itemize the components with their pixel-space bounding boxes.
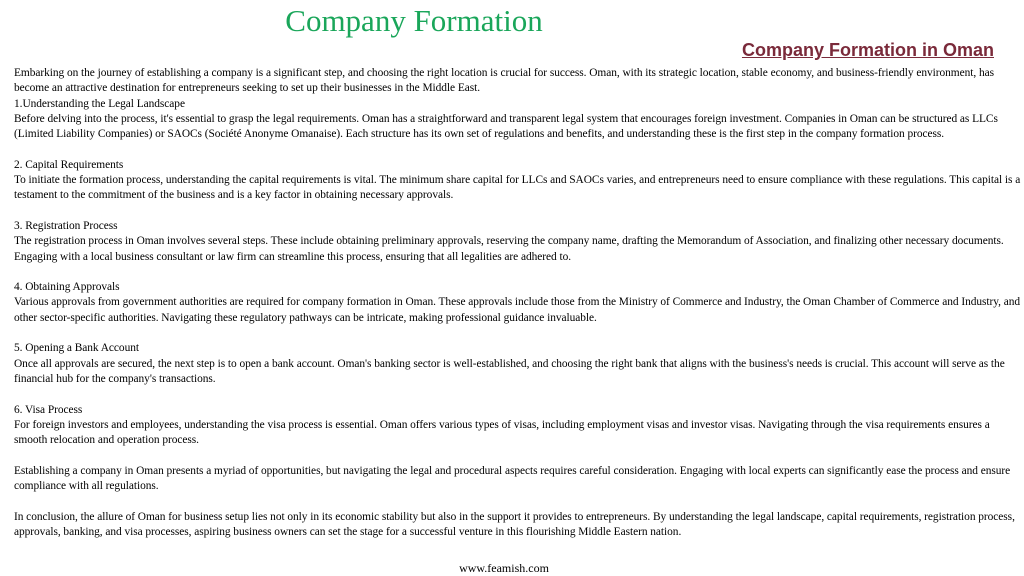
section-text-legal: Before delving into the process, it's essential to grasp the legal requirements. Oman has a straightforward and transparent legal system that encourages foreign investment. Companies in Oman can be structured as LLCs (Limited Liability Companies) or SAOCs (Société Anonyme Omanaise). Each structure has its own set of regulations and benefits, and understanding these is the first step in the company formation process. bbox=[14, 112, 998, 141]
section-text-visa: For foreign investors and employees, understanding the visa process is essential. Oman offers various types of visas, including employment visas and investor visas. Navigating through the visa requirements ensures a smooth relocation and operation process. bbox=[14, 418, 990, 447]
spacer bbox=[14, 204, 1022, 219]
spacer bbox=[14, 326, 1022, 341]
spacer bbox=[14, 494, 1022, 509]
spacer bbox=[14, 448, 1022, 463]
section-heading-capital: 2. Capital Requirements bbox=[14, 158, 124, 171]
section-text-approvals: Various approvals from government authorities are required for company formation in Oman. These approvals include those from the Ministry of Commerce and Industry, the Oman Chamber of Commerce and Industry, and other sector-specific authorities. Navigating these regulatory pathways can be intricate, making professional guidance invaluable. bbox=[14, 296, 1021, 324]
section-heading-visa: 6. Visa Process bbox=[14, 403, 83, 416]
closing-paragraph-2: In conclusion, the allure of Oman for business setup lies not only in its economic stability but also in the support it provides to entrepreneurs. By understanding the legal landscape, capital requirements, registration process, approvals, banking, and visa processes, aspiring business owners can set the stage for a successful venture in this flourishing Middle Eastern nation. bbox=[14, 510, 1015, 538]
section-text-registration: The registration process in Oman involves several steps. These include obtaining preliminary approvals, reserving the company name, drafting the Memorandum of Association, and finalizing other necessary documents. Engaging with a local business consultant or law firm can streamline this process, ensuring that all legalities are adhered to. bbox=[14, 235, 1004, 263]
page-title: Company Formation bbox=[285, 3, 543, 38]
closing-paragraph-1: Establishing a company in Oman presents a myriad of opportunities, but navigating the legal and procedural aspects requires careful consideration. Engaging with local experts can significantly ease the process and ensure compliance with all regulations. bbox=[14, 464, 1011, 493]
spacer bbox=[14, 142, 1022, 157]
section-heading-registration: 3. Registration Process bbox=[14, 219, 118, 232]
section-heading-bank: 5. Opening a Bank Account bbox=[14, 342, 139, 355]
page-subtitle: Company Formation in Oman bbox=[741, 40, 994, 60]
footer-website: www.feamish.com bbox=[459, 561, 549, 575]
section-text-bank: Once all approvals are secured, the next step is to open a bank account. Oman's banking sector is well-established, and choosing the right bank that aligns with the business's needs is crucial. This account will serve as the financial hub for the company's transactions. bbox=[14, 357, 1005, 385]
section-heading-legal: 1.Understanding the Legal Landscape bbox=[14, 97, 185, 110]
section-text-capital: To initiate the formation process, understanding the capital requirements is vital. The minimum share capital for LLCs and SAOCs varies, and entrepreneurs need to ensure compliance with these regulations. This capital is a testament to the commitment of the business and is a key factor in obtaining necessary approvals. bbox=[14, 174, 1021, 202]
section-heading-approvals: 4. Obtaining Approvals bbox=[14, 281, 120, 294]
intro-paragraph: Embarking on the journey of establishing a company is a significant step, and choosing the right location is crucial for success. Oman, with its strategic location, stable economy, and business-friendly environment, has become an attractive destination for entrepreneurs seeking to set up their businesses in the Middle East. bbox=[14, 67, 995, 95]
spacer bbox=[14, 265, 1022, 280]
article-body bbox=[14, 66, 1022, 540]
spacer bbox=[14, 387, 1022, 402]
